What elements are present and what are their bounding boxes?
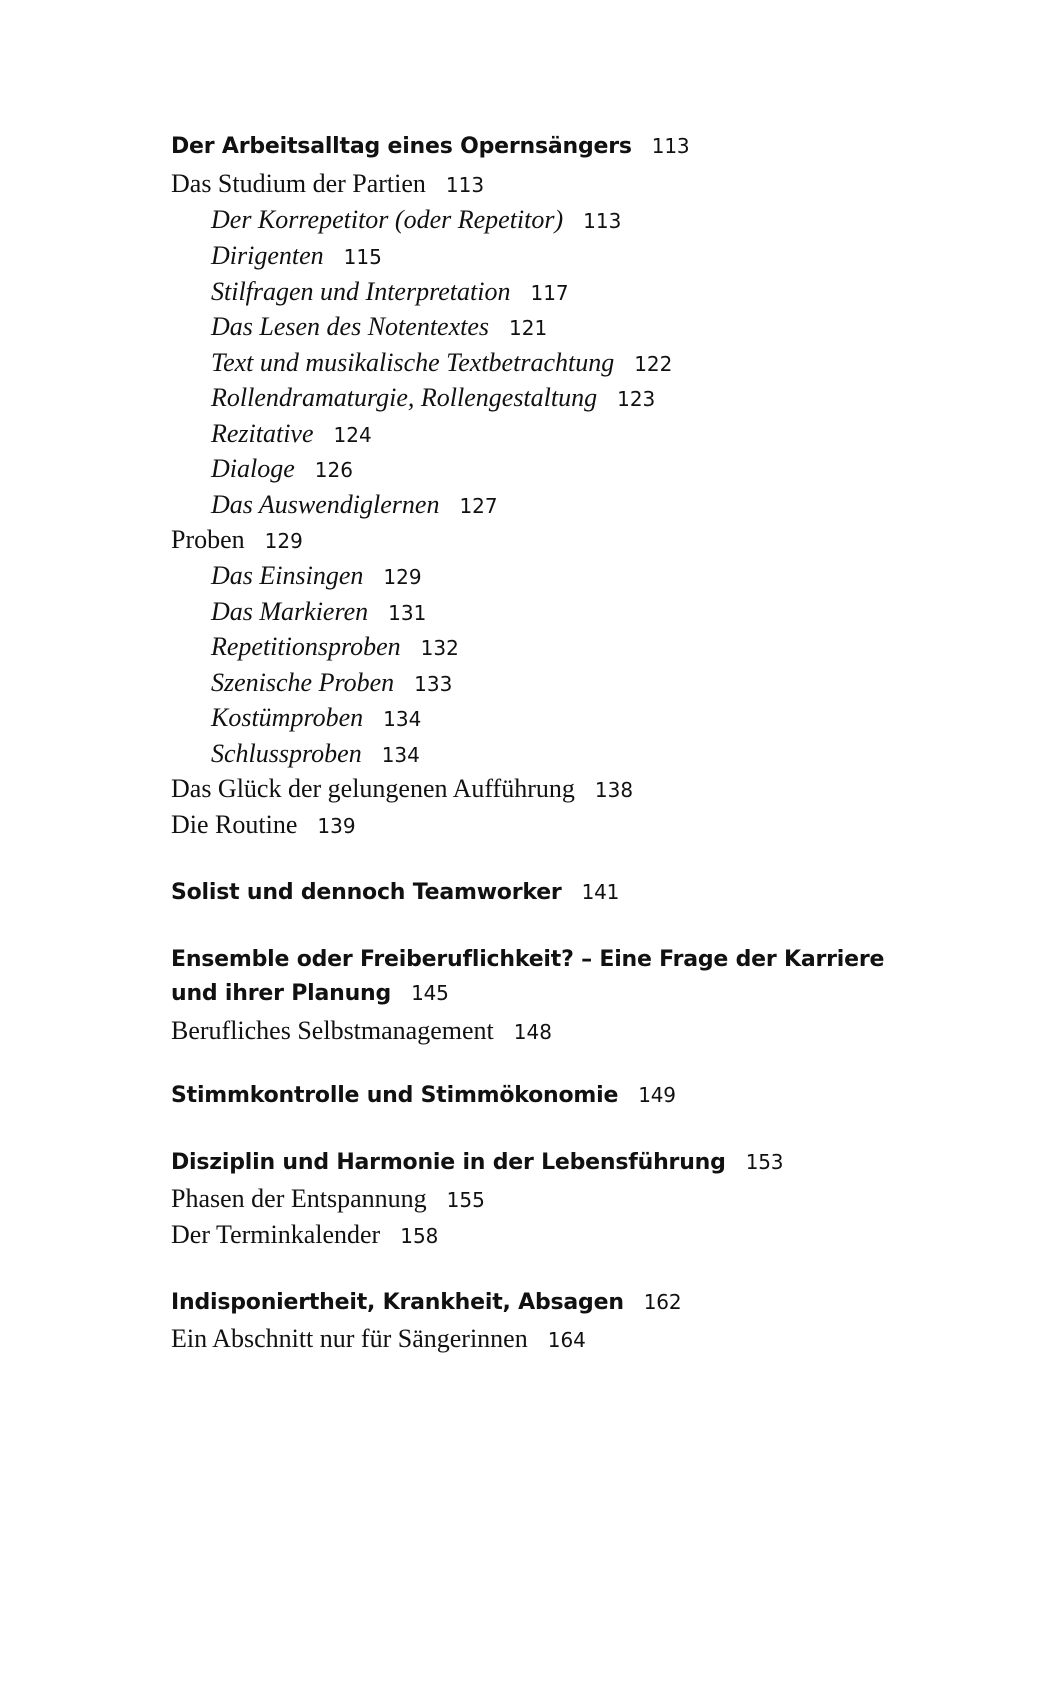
toc-chapter bbox=[171, 981, 449, 1007]
toc-page-number: 158 bbox=[400, 1224, 439, 1248]
toc-page-number: 149 bbox=[638, 1083, 676, 1107]
toc-title: Schlussproben bbox=[211, 739, 362, 768]
toc-subsection bbox=[211, 382, 655, 413]
toc-title: Das Glück der gelungenen Aufführung bbox=[171, 774, 575, 803]
toc-title: Das Markieren bbox=[211, 597, 369, 626]
toc-page-number: 139 bbox=[317, 814, 356, 838]
toc-subsection bbox=[211, 311, 547, 342]
toc-subsection bbox=[211, 276, 569, 307]
toc-title: Rollendramaturgie, Rollengestaltung bbox=[211, 383, 598, 412]
toc-title: Stimmkontrolle und Stimmökonomie bbox=[171, 1083, 619, 1108]
toc-title: und ihrer Planung bbox=[171, 981, 392, 1006]
toc-chapter bbox=[171, 1083, 676, 1109]
toc-title: Der Korrepetitor (oder Repetitor) bbox=[211, 205, 564, 234]
toc-page-number: 141 bbox=[581, 880, 620, 904]
toc-page-number: 129 bbox=[264, 529, 303, 553]
toc-subsection bbox=[211, 631, 459, 662]
toc-title: Das Auswendiglernen bbox=[211, 490, 440, 519]
toc-title: Text und musikalische Textbetrachtung bbox=[211, 348, 615, 377]
toc-page-number: 131 bbox=[388, 601, 427, 625]
toc-chapter bbox=[171, 880, 619, 906]
toc-subsection bbox=[211, 702, 421, 733]
toc-subsection bbox=[211, 738, 420, 769]
toc-subsection bbox=[211, 489, 498, 520]
toc-subsection bbox=[211, 596, 426, 627]
toc-section bbox=[171, 1015, 552, 1046]
toc-title: Proben bbox=[171, 525, 245, 554]
toc-title: Das Studium der Partien bbox=[171, 169, 426, 198]
toc-page-number: 134 bbox=[381, 743, 420, 767]
toc-title: Der Arbeitsalltag eines Opernsängers bbox=[171, 134, 632, 159]
toc-chapter bbox=[171, 134, 689, 160]
toc-page-number: 133 bbox=[414, 672, 453, 696]
toc-page-number: 148 bbox=[513, 1020, 552, 1044]
toc-title: Das Einsingen bbox=[211, 561, 364, 590]
toc-page-number: 121 bbox=[509, 316, 548, 340]
toc-title: Solist und dennoch Teamworker bbox=[171, 880, 562, 905]
toc-page-number: 164 bbox=[547, 1328, 586, 1352]
toc-title: Der Terminkalender bbox=[171, 1220, 381, 1249]
toc-page-number: 124 bbox=[333, 423, 372, 447]
toc-title: Phasen der Entspannung bbox=[171, 1184, 427, 1213]
toc-page-number: 134 bbox=[383, 707, 422, 731]
toc-title: Disziplin und Harmonie in der Lebensführung bbox=[171, 1150, 726, 1175]
toc-page-number: 117 bbox=[530, 281, 569, 305]
toc-page-number: 132 bbox=[420, 636, 459, 660]
toc-page-number: 122 bbox=[634, 352, 673, 376]
toc-page-number: 127 bbox=[459, 494, 498, 518]
toc-subsection bbox=[211, 204, 621, 235]
toc-title: Dialoge bbox=[211, 454, 295, 483]
toc-title: Ensemble oder Freiberuflichkeit? – Eine Frage der Karriere bbox=[171, 947, 885, 972]
toc-title: Die Routine bbox=[171, 810, 298, 839]
toc-subsection bbox=[211, 560, 422, 591]
toc-page-number: 115 bbox=[343, 245, 382, 269]
toc-subsection bbox=[211, 347, 672, 378]
toc-section bbox=[171, 168, 484, 199]
toc-section bbox=[171, 809, 356, 840]
toc-title: Szenische Proben bbox=[211, 668, 395, 697]
toc-chapter bbox=[171, 1150, 783, 1176]
toc-page-number: 126 bbox=[314, 458, 353, 482]
toc-title: Das Lesen des Notentextes bbox=[211, 312, 490, 341]
toc-title: Kostümproben bbox=[211, 703, 364, 732]
toc-page-number: 113 bbox=[651, 134, 690, 158]
toc-section bbox=[171, 1323, 586, 1354]
toc-title: Rezitative bbox=[211, 419, 314, 448]
toc-page-number: 113 bbox=[583, 209, 622, 233]
toc-page-number: 162 bbox=[643, 1290, 682, 1314]
toc-section bbox=[171, 773, 633, 804]
toc-page-number: 153 bbox=[745, 1150, 784, 1174]
toc-title: Repetitionsproben bbox=[211, 632, 401, 661]
toc-title: Stilfragen und Interpretation bbox=[211, 277, 511, 306]
toc-chapter bbox=[171, 947, 884, 973]
toc-page-number: 113 bbox=[445, 173, 485, 197]
toc-subsection bbox=[211, 418, 372, 449]
toc-page-number: 123 bbox=[617, 387, 656, 411]
toc-section bbox=[171, 1183, 485, 1214]
toc-chapter bbox=[171, 1290, 681, 1316]
toc-subsection bbox=[211, 667, 452, 698]
toc-subsection bbox=[211, 453, 353, 484]
toc-title: Berufliches Selbstmanagement bbox=[171, 1016, 494, 1045]
toc-title: Ein Abschnitt nur für Sängerinnen bbox=[171, 1324, 528, 1353]
toc-page-number: 145 bbox=[411, 981, 449, 1005]
toc-page-number: 129 bbox=[383, 565, 422, 589]
toc-subsection bbox=[211, 240, 382, 271]
toc-page-number: 138 bbox=[594, 778, 634, 802]
toc-page-number: 155 bbox=[446, 1188, 485, 1212]
toc-title: Indisponiertheit, Krankheit, Absagen bbox=[171, 1290, 624, 1315]
toc-section bbox=[171, 524, 303, 555]
toc-section bbox=[171, 1219, 438, 1250]
toc-title: Dirigenten bbox=[211, 241, 324, 270]
